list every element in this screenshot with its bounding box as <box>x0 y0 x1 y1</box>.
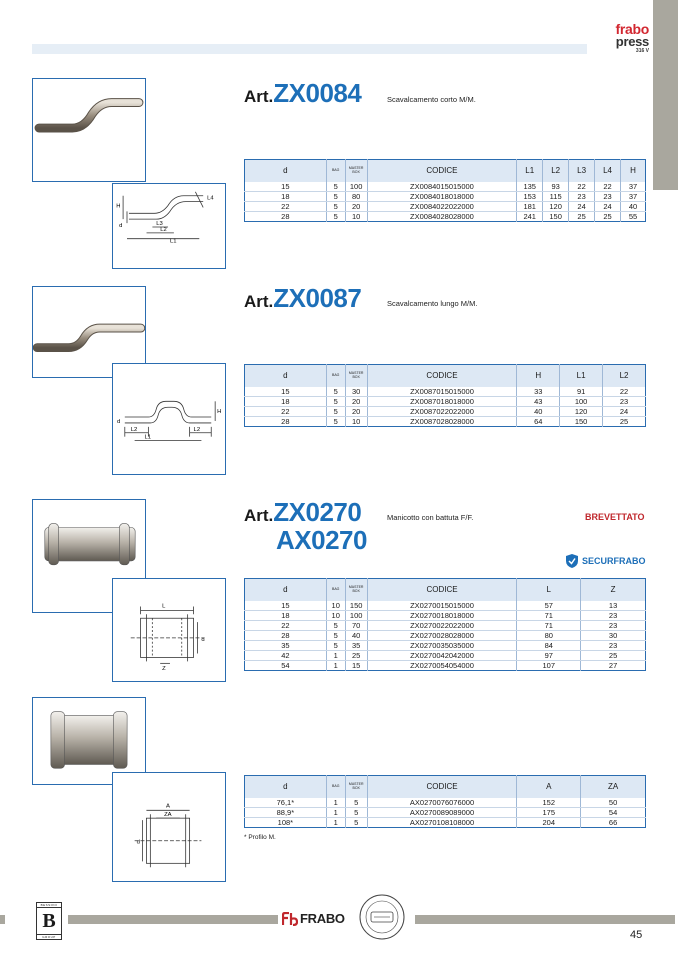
footer-band <box>68 915 278 924</box>
column-header: L <box>517 579 581 601</box>
diagram-zx0270 <box>112 578 226 682</box>
table-cell: 24 <box>595 201 621 211</box>
table-cell: 1 <box>326 660 345 670</box>
column-header: ZA <box>581 776 646 798</box>
dim-label: A <box>166 803 170 810</box>
dim-label: L2 <box>130 426 138 433</box>
table-cell: 71 <box>517 620 581 630</box>
table-cell: 241 <box>517 211 543 221</box>
quality-seal-icon <box>358 893 406 941</box>
table-cell: 153 <box>517 191 543 201</box>
table-cell: 100 <box>560 396 603 406</box>
table-cell: 54 <box>581 807 646 817</box>
table-row <box>245 201 646 211</box>
table-cell: 5 <box>326 396 345 406</box>
table-cell: AX0270089089000 <box>367 807 517 817</box>
table-cell: 5 <box>326 182 345 192</box>
dim-label: L3 <box>156 221 163 228</box>
spec-table-zx0087 <box>244 364 646 427</box>
table-row <box>245 396 646 406</box>
table-cell: 22 <box>569 182 595 192</box>
table-row <box>245 817 646 827</box>
table-cell: 40 <box>517 406 560 416</box>
article-heading <box>244 285 361 311</box>
column-header: BAG <box>326 579 345 601</box>
table-row <box>245 660 646 670</box>
column-header: L1 <box>517 160 543 182</box>
table-row <box>245 620 646 630</box>
table-cell: ZX0270015015000 <box>367 601 517 611</box>
dim-label: H <box>116 203 121 210</box>
column-header: CODICE <box>367 579 517 601</box>
dim-label: ZA <box>164 812 172 819</box>
table-cell: 43 <box>517 396 560 406</box>
table-cell: 35 <box>345 640 367 650</box>
table-cell: 22 <box>245 406 327 416</box>
column-header: d <box>245 579 327 601</box>
column-header: CODICE <box>367 365 517 387</box>
table-cell: 10 <box>345 211 367 221</box>
table-cell: 108* <box>245 817 327 827</box>
table-cell: 18 <box>245 610 327 620</box>
table-cell: 23 <box>581 640 646 650</box>
column-header: L1 <box>560 365 603 387</box>
technical-drawing-zx0270 <box>113 579 225 681</box>
table-cell: ZX0084018018000 <box>367 191 517 201</box>
table-cell: 28 <box>245 211 327 221</box>
table-cell: 181 <box>517 201 543 211</box>
table-cell: 100 <box>345 182 367 192</box>
article-prefix: Art. <box>244 87 274 106</box>
table-cell: 54 <box>245 660 327 670</box>
article-description: Scavalcamento lungo M/M. <box>387 299 478 308</box>
article-prefix: Art. <box>244 292 274 311</box>
table-cell: 23 <box>581 610 646 620</box>
securfrabo-logo <box>565 553 646 569</box>
table-row <box>245 211 646 221</box>
group-logo-top: BESSONI <box>40 903 58 907</box>
table-cell: AX0270076076000 <box>367 798 517 808</box>
column-header: Z <box>581 579 646 601</box>
table-cell: 15 <box>245 601 327 611</box>
table-cell: 107 <box>517 660 581 670</box>
table-cell: 23 <box>603 396 646 406</box>
table-cell: 28 <box>245 416 327 426</box>
table-cell: 28 <box>245 630 327 640</box>
column-header: L2 <box>603 365 646 387</box>
table-cell: 20 <box>345 201 367 211</box>
column-header: MASTER BOX <box>345 776 367 798</box>
table-cell: ZX0270035035000 <box>367 640 517 650</box>
header-band <box>32 44 587 54</box>
table-cell: 120 <box>543 201 569 211</box>
article-heading <box>244 499 361 525</box>
table-cell: ZX0270018018000 <box>367 610 517 620</box>
table-cell: ZX0087015015000 <box>367 387 517 397</box>
dim-label: d <box>136 839 140 846</box>
table-cell: ZX0270042042000 <box>367 650 517 660</box>
table-cell: 37 <box>621 182 646 192</box>
table-cell: 91 <box>560 387 603 397</box>
table-cell: 150 <box>345 601 367 611</box>
table-cell: 37 <box>621 191 646 201</box>
table-cell: 152 <box>517 798 581 808</box>
column-header: BAG <box>326 160 345 182</box>
table-cell: 175 <box>517 807 581 817</box>
table-cell: 15 <box>245 387 327 397</box>
table-cell: 5 <box>326 416 345 426</box>
column-header: BAG <box>326 365 345 387</box>
table-cell: 5 <box>345 798 367 808</box>
table-cell: 40 <box>345 630 367 640</box>
table-cell: 1 <box>326 817 345 827</box>
column-header: MASTER BOX <box>345 365 367 387</box>
table-cell: 88,9* <box>245 807 327 817</box>
table-cell: 27 <box>608 660 618 670</box>
bessoni-group-logo <box>36 902 62 940</box>
table-row <box>245 610 646 620</box>
table-cell: AX0270108108000 <box>367 817 517 827</box>
table-cell: 5 <box>326 640 345 650</box>
table-cell: 15 <box>345 660 367 670</box>
patented-badge: BREVETTATO <box>585 512 645 522</box>
article-code-secondary: AX0270 <box>276 525 367 555</box>
article-code: ZX0087 <box>273 283 362 313</box>
table-cell: 71 <box>517 610 581 620</box>
dim-label: L2 <box>193 426 201 433</box>
column-header: L4 <box>595 160 621 182</box>
diagram-zx0087 <box>112 363 226 475</box>
table-cell: ZX0270028028000 <box>367 630 517 640</box>
technical-drawing-zx0087 <box>113 364 225 474</box>
table-cell: 40 <box>621 201 646 211</box>
table-cell: 5 <box>326 620 345 630</box>
frabo-brand-name: FRABO <box>300 911 345 926</box>
dim-label: d <box>116 418 121 425</box>
article-description: Scavalcamento corto M/M. <box>387 95 476 104</box>
table-cell: 42 <box>245 650 327 660</box>
table-row <box>245 807 646 817</box>
column-header: CODICE <box>367 776 517 798</box>
table-cell: ZX0087028028000 <box>367 416 517 426</box>
group-logo-letter: B <box>37 907 61 935</box>
table-cell: 70 <box>345 620 367 630</box>
table-cell: 30 <box>581 630 646 640</box>
logo-line-2: press <box>615 34 649 49</box>
dim-label: L4 <box>207 195 214 202</box>
footer-band <box>415 915 675 924</box>
table-cell: 20 <box>345 396 367 406</box>
footer-band <box>0 915 5 924</box>
column-header: H <box>517 365 560 387</box>
table-cell: 5 <box>326 406 345 416</box>
column-header: d <box>245 776 327 798</box>
frabo-brand-logo <box>282 911 345 926</box>
table-cell: ZX0084022022000 <box>367 201 517 211</box>
table-row <box>245 640 646 650</box>
column-header: L3 <box>569 160 595 182</box>
table-cell: 24 <box>603 406 646 416</box>
table-cell: 13 <box>581 601 646 611</box>
table-cell: 24 <box>569 201 595 211</box>
table-cell: 1 <box>326 807 345 817</box>
dim-label: L1 <box>169 238 177 245</box>
table-cell: 50 <box>581 798 646 808</box>
table-row <box>245 416 646 426</box>
table-row <box>245 387 646 397</box>
column-header: d <box>245 365 327 387</box>
table-cell: 25 <box>345 650 367 660</box>
table-cell: 135 <box>517 182 543 192</box>
column-header: CODICE <box>367 160 517 182</box>
spec-table-ax0270 <box>244 775 646 828</box>
article-code: ZX0270 <box>273 497 362 527</box>
table-cell: 66 <box>608 817 618 827</box>
table-cell: 115 <box>543 191 569 201</box>
table-cell: 18 <box>245 396 327 406</box>
dim-label: d <box>201 636 205 643</box>
table-cell: 25 <box>595 211 621 221</box>
table-cell: 204 <box>517 817 581 827</box>
technical-drawing-ax0270 <box>113 773 225 881</box>
table-cell: 23 <box>581 620 646 630</box>
column-header: MASTER BOX <box>345 160 367 182</box>
table-cell: ZX0087018018000 <box>367 396 517 406</box>
table-cell: 22 <box>245 201 327 211</box>
table-cell: 80 <box>517 630 581 640</box>
column-header: A <box>517 776 581 798</box>
article-description: Manicotto con battuta F/F. <box>387 513 474 522</box>
table-cell: 5 <box>345 817 367 827</box>
article-prefix: Art. <box>244 506 274 525</box>
side-band <box>653 0 678 190</box>
dim-label: d <box>119 222 123 229</box>
table-cell: 80 <box>345 191 367 201</box>
offset-fitting-short-icon <box>33 79 145 181</box>
table-cell: 1 <box>326 650 345 660</box>
table-cell: 22 <box>245 620 327 630</box>
spec-table-zx0270 <box>244 578 646 671</box>
table-cell: 25 <box>569 211 595 221</box>
table-cell: 150 <box>560 416 603 426</box>
table-row <box>245 191 646 201</box>
table-cell: 10 <box>345 416 367 426</box>
table-cell: 33 <box>517 387 560 397</box>
group-logo-bottom: GROUP <box>42 935 56 939</box>
table-cell: ZX0084015015000 <box>367 182 517 192</box>
page-number: 45 <box>630 929 643 941</box>
product-photo-zx0084 <box>32 78 146 182</box>
table-cell: 5 <box>326 191 345 201</box>
dim-label: L2 <box>160 226 167 233</box>
table-cell: 20 <box>345 406 367 416</box>
securfrabo-label: SECURFRABO <box>582 556 646 566</box>
dim-label: L1 <box>144 434 151 441</box>
column-header: BAG <box>326 776 345 798</box>
table-cell: 15 <box>245 182 327 192</box>
dim-label: H <box>217 409 222 416</box>
table-cell: 5 <box>345 807 367 817</box>
column-header: H <box>621 160 646 182</box>
table-cell: 30 <box>345 387 367 397</box>
table-cell: ZX0270054054000 <box>367 660 517 670</box>
column-header: L2 <box>543 160 569 182</box>
table-cell: 25 <box>619 416 629 426</box>
column-header: MASTER BOX <box>345 579 367 601</box>
table-cell: 5 <box>326 387 345 397</box>
table-cell: 5 <box>326 630 345 640</box>
table-cell: 64 <box>517 416 560 426</box>
footnote: * Profilo M. <box>244 834 276 841</box>
table-cell: 10 <box>326 610 345 620</box>
table-row <box>245 601 646 611</box>
table-cell: 93 <box>543 182 569 192</box>
table-cell: ZX0084028028000 <box>367 211 517 221</box>
table-cell: 22 <box>603 387 646 397</box>
table-cell: 35 <box>245 640 327 650</box>
table-cell: ZX0087022022000 <box>367 406 517 416</box>
table-row <box>245 630 646 640</box>
column-header: d <box>245 160 327 182</box>
logo-line-3: 316 V <box>635 48 649 54</box>
dim-label: Z <box>162 666 166 673</box>
table-row <box>245 182 646 192</box>
table-cell: 150 <box>543 211 569 221</box>
table-cell: 97 <box>517 650 581 660</box>
article-code: ZX0084 <box>273 78 362 108</box>
table-cell: 76,1* <box>245 798 327 808</box>
table-cell: 23 <box>569 191 595 201</box>
table-cell: 5 <box>326 211 345 221</box>
table-cell: 22 <box>595 182 621 192</box>
frabo-mark-icon <box>282 912 298 926</box>
shield-icon <box>565 553 579 569</box>
table-cell: 120 <box>560 406 603 416</box>
logo-line-1: frabo <box>615 21 649 37</box>
table-row <box>245 650 646 660</box>
table-row <box>245 798 646 808</box>
diagram-ax0270 <box>112 772 226 882</box>
table-cell: 100 <box>345 610 367 620</box>
diagram-zx0084 <box>112 183 226 269</box>
table-cell: 18 <box>245 191 327 201</box>
table-cell: 55 <box>628 211 638 221</box>
table-cell: 1 <box>326 798 345 808</box>
dim-label: L <box>162 603 166 610</box>
table-cell: 23 <box>595 191 621 201</box>
table-cell: 10 <box>326 601 345 611</box>
table-cell: 84 <box>517 640 581 650</box>
table-cell: 25 <box>581 650 646 660</box>
spec-table-zx0084 <box>244 159 646 222</box>
table-cell: ZX0270022022000 <box>367 620 517 630</box>
table-cell: 5 <box>326 201 345 211</box>
technical-drawing-zx0084 <box>113 184 225 268</box>
frabo-press-logo <box>585 22 649 54</box>
table-cell: 57 <box>517 601 581 611</box>
table-row <box>245 406 646 416</box>
article-heading <box>244 80 361 106</box>
